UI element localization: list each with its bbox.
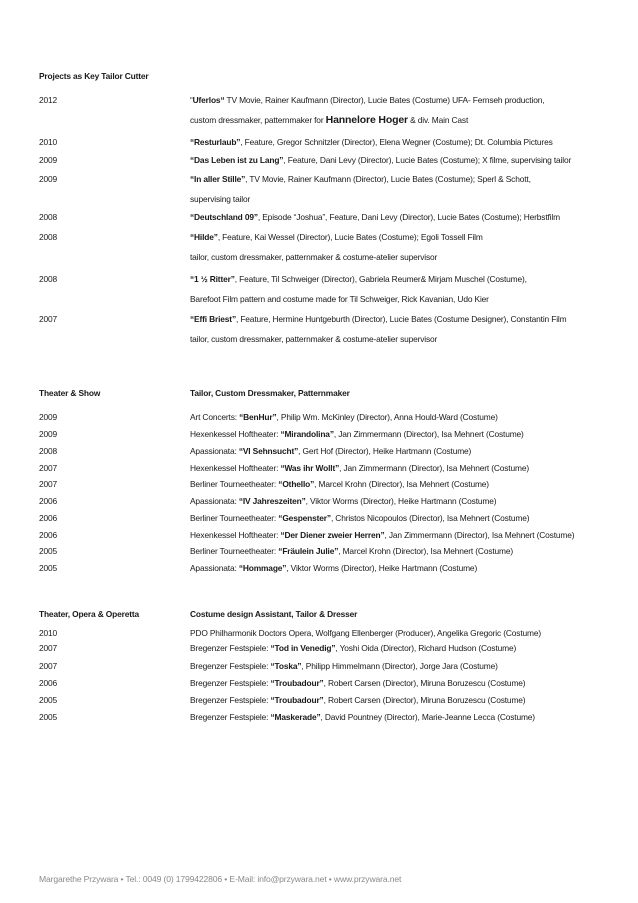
entry-text: Bregenzer Festspiele: <box>190 678 271 688</box>
entry-year: 2008 <box>39 232 58 242</box>
entry-text: , Jan Zimmermann (Director), Isa Mehnert (Costume) <box>384 530 575 540</box>
entry-year: 2009 <box>39 174 58 184</box>
entry-text: , Philipp Himmelmann (Director), Jorge Jara (Costume) <box>301 661 498 671</box>
entry-text: Hexenkessel Hoftheater: <box>190 530 281 540</box>
entry-text: , Marcel Krohn (Director), Isa Mehnert (Costume) <box>338 546 514 556</box>
entry-year: 2005 <box>39 695 58 705</box>
entry-title: “Othello” <box>278 479 315 489</box>
entry-description-line <box>190 559 477 577</box>
entry-title: “BenHur” <box>239 412 277 422</box>
entry-year: 2010 <box>39 628 58 638</box>
entry-title: “Maskerade” <box>270 712 321 722</box>
entry-year: 2008 <box>39 274 58 284</box>
theater-heading: Theater & Show <box>39 388 101 398</box>
entry-text: Apassionata: <box>190 563 239 573</box>
entry-year: 2006 <box>39 496 58 506</box>
entry-description-line <box>190 639 516 657</box>
entry-title: “Mirandolina” <box>280 429 334 439</box>
entry-year: 2006 <box>39 678 58 688</box>
entry-text: , Feature, Til Schweiger (Director), Gabriela Reumer& Mirjam Muschel (Costume), <box>234 274 527 284</box>
entry-year: 2005 <box>39 546 58 556</box>
entry-description-line <box>190 310 566 328</box>
entry-text: PDO Philharmonik Doctors Opera, Wolfgang Ellenberger (Producer), Angelika Gregoric (Costume) <box>190 628 541 638</box>
entry-description-line <box>190 208 560 226</box>
entry-text: , Feature, Dani Levy (Director), Lucie Bates (Costume); X filme, supervising tailor <box>283 155 572 165</box>
opera-heading: Theater, Opera & Operetta <box>39 609 140 619</box>
entry-title: “Fräulein Julie” <box>278 546 339 556</box>
entry-title: Uferlos“ <box>192 95 225 105</box>
entry-title: “VI Sehnsucht” <box>238 446 299 456</box>
entry-year: 2007 <box>39 479 58 489</box>
entry-year: 2005 <box>39 563 58 573</box>
entry-title: “Resturlaub” <box>190 137 241 147</box>
entry-title: “Hilde” <box>190 232 218 242</box>
entry-text: “ <box>190 95 193 105</box>
entry-description-line <box>190 509 529 527</box>
entry-title: “Effi Briest” <box>190 314 236 324</box>
entry-text: Berliner Tourneetheater: <box>190 546 279 556</box>
entry-text: , Gert Hof (Director), Heike Hartmann (Costume) <box>298 446 472 456</box>
projects-heading: Projects as Key Tailor Cutter <box>39 71 149 81</box>
entry-description-line <box>190 657 498 675</box>
entry-text: , Yoshi Oida (Director), Richard Hudson (Costume) <box>335 643 517 653</box>
entry-description-line <box>190 248 437 266</box>
entry-description-line <box>190 408 498 426</box>
entry-title: “Das Leben ist zu Lang” <box>190 155 284 165</box>
footer-contact: Margarethe Przywara • Tel.: 0049 (0) 1799422806 • E-Mail: info@przywara.net • www.przywara.net <box>39 874 402 884</box>
entry-description-line <box>190 270 527 288</box>
entry-description-line <box>190 111 468 129</box>
entry-text: , Feature, Hermine Huntgeburth (Director), Lucie Bates (Costume Designer), Constantin Film <box>235 314 567 324</box>
entry-title: “In aller Stille” <box>190 174 246 184</box>
entry-description-line <box>190 674 525 692</box>
entry-year: 2005 <box>39 712 58 722</box>
entry-title: “1 ½ Ritter” <box>190 274 235 284</box>
entry-year: 2006 <box>39 513 58 523</box>
entry-text: , Robert Carsen (Director), Miruna Boruzescu (Costume) <box>323 678 526 688</box>
entry-title: “Toska” <box>270 661 302 671</box>
entry-description-line <box>190 290 489 308</box>
entry-description-line <box>190 542 513 560</box>
entry-title: “Was ihr Wollt” <box>280 463 340 473</box>
entry-description-line <box>190 708 535 726</box>
entry-title: “Hommage” <box>238 563 287 573</box>
entry-text: custom dressmaker, patternmaker for <box>190 115 326 125</box>
theater-subheading: Tailor, Custom Dressmaker, Patternmaker <box>190 388 350 398</box>
entry-text: Apassionata: <box>190 446 239 456</box>
entry-title: “Der Diener zweier Herren” <box>280 530 385 540</box>
entry-text: & div. Main Cast <box>408 115 469 125</box>
entry-text: , Jan Zimmermann (Director), Isa Mehnert (Costume) <box>339 463 529 473</box>
entry-description-line <box>190 228 483 246</box>
entry-text: supervising tailor <box>190 194 251 204</box>
entry-text: , Christos Nicopoulos (Director), Isa Mehnert (Costume) <box>330 513 530 523</box>
entry-year: 2008 <box>39 212 58 222</box>
entry-year: 2012 <box>39 95 58 105</box>
entry-year: 2007 <box>39 643 58 653</box>
entry-title: “Deutschland 09” <box>190 212 258 222</box>
entry-text: Bregenzer Festspiele: <box>190 712 271 722</box>
entry-year: 2010 <box>39 137 58 147</box>
entry-text: , Episode “Joshua”, Feature, Dani Levy (Director), Lucie Bates (Costume); Herbstfilm <box>257 212 560 222</box>
entry-text: Bregenzer Festspiele: <box>190 661 271 671</box>
entry-text: Bregenzer Festspiele: <box>190 695 271 705</box>
entry-text: , David Pountney (Director), Marie-Jeanne Lecca (Costume) <box>320 712 535 722</box>
entry-title: Hannelore Hoger <box>325 114 408 126</box>
entry-title: “Gespenster” <box>278 513 331 523</box>
entry-text: , Feature, Kai Wessel (Director), Lucie Bates (Costume); Egoli Tossell Film <box>217 232 483 242</box>
entry-description-line <box>190 492 496 510</box>
entry-title: “Troubadour” <box>270 695 324 705</box>
entry-text: , Viktor Worms (Director), Heike Hartmann (Costume) <box>305 496 497 506</box>
entry-description-line <box>190 151 571 169</box>
entry-title: “Tod in Venedig” <box>270 643 336 653</box>
entry-description-line <box>190 330 437 348</box>
entry-description-line <box>190 91 544 109</box>
entry-text: , Viktor Worms (Director), Heike Hartmann (Costume) <box>286 563 478 573</box>
entry-description-line <box>190 133 553 151</box>
entry-text: , Philip Wm. McKinley (Director), Anna Hould-Ward (Costume) <box>276 412 498 422</box>
entry-year: 2008 <box>39 446 58 456</box>
entry-text: Bregenzer Festspiele: <box>190 643 271 653</box>
entry-text: tailor, custom dressmaker, patternmaker & costume-atelier supervisor <box>190 334 438 344</box>
entry-title: “IV Jahreszeiten” <box>238 496 306 506</box>
entry-text: Hexenkessel Hoftheater: <box>190 429 281 439</box>
entry-year: 2007 <box>39 314 58 324</box>
entry-text: , Robert Carsen (Director), Miruna Boruzescu (Costume) <box>323 695 526 705</box>
entry-year: 2007 <box>39 463 58 473</box>
entry-text: Art Concerts: <box>190 412 240 422</box>
entry-text: TV Movie, Rainer Kaufmann (Director), Lucie Bates (Costume) UFA- Fernseh production, <box>224 95 545 105</box>
entry-text: , Feature, Gregor Schnitzler (Director), Elena Wegner (Costume); Dt. Columbia Pictures <box>240 137 553 147</box>
entry-description-line <box>190 425 524 443</box>
entry-year: 2009 <box>39 429 58 439</box>
entry-title: “Troubadour” <box>270 678 324 688</box>
opera-subheading: Costume design Assistant, Tailor & Dresser <box>190 609 358 619</box>
entry-text: Apassionata: <box>190 496 239 506</box>
entry-year: 2007 <box>39 661 58 671</box>
entry-year: 2006 <box>39 530 58 540</box>
entry-description-line <box>190 475 489 493</box>
entry-text: tailor, custom dressmaker, patternmaker & costume-atelier supervisor <box>190 252 438 262</box>
entry-text: , Marcel Krohn (Director), Isa Mehnert (Costume) <box>314 479 489 489</box>
entry-description-line <box>190 691 525 709</box>
entry-text: Hexenkessel Hoftheater: <box>190 463 281 473</box>
entry-text: , Jan Zimmermann (Director), Isa Mehnert (Costume) <box>333 429 524 439</box>
entry-description-line <box>190 190 250 208</box>
entry-text: Berliner Tourneetheater: <box>190 513 279 523</box>
entry-year: 2009 <box>39 155 58 165</box>
entry-text: Berliner Tourneetheater: <box>190 479 279 489</box>
entry-year: 2009 <box>39 412 58 422</box>
entry-text: Barefoot Film pattern and costume made for Til Schweiger, Rick Kavanian, Udo Kier <box>190 294 489 304</box>
entry-text: , TV Movie, Rainer Kaufmann (Director), Lucie Bates (Costume); Sperl & Schott, <box>245 174 531 184</box>
entry-description-line <box>190 170 531 188</box>
entry-description-line <box>190 442 471 460</box>
